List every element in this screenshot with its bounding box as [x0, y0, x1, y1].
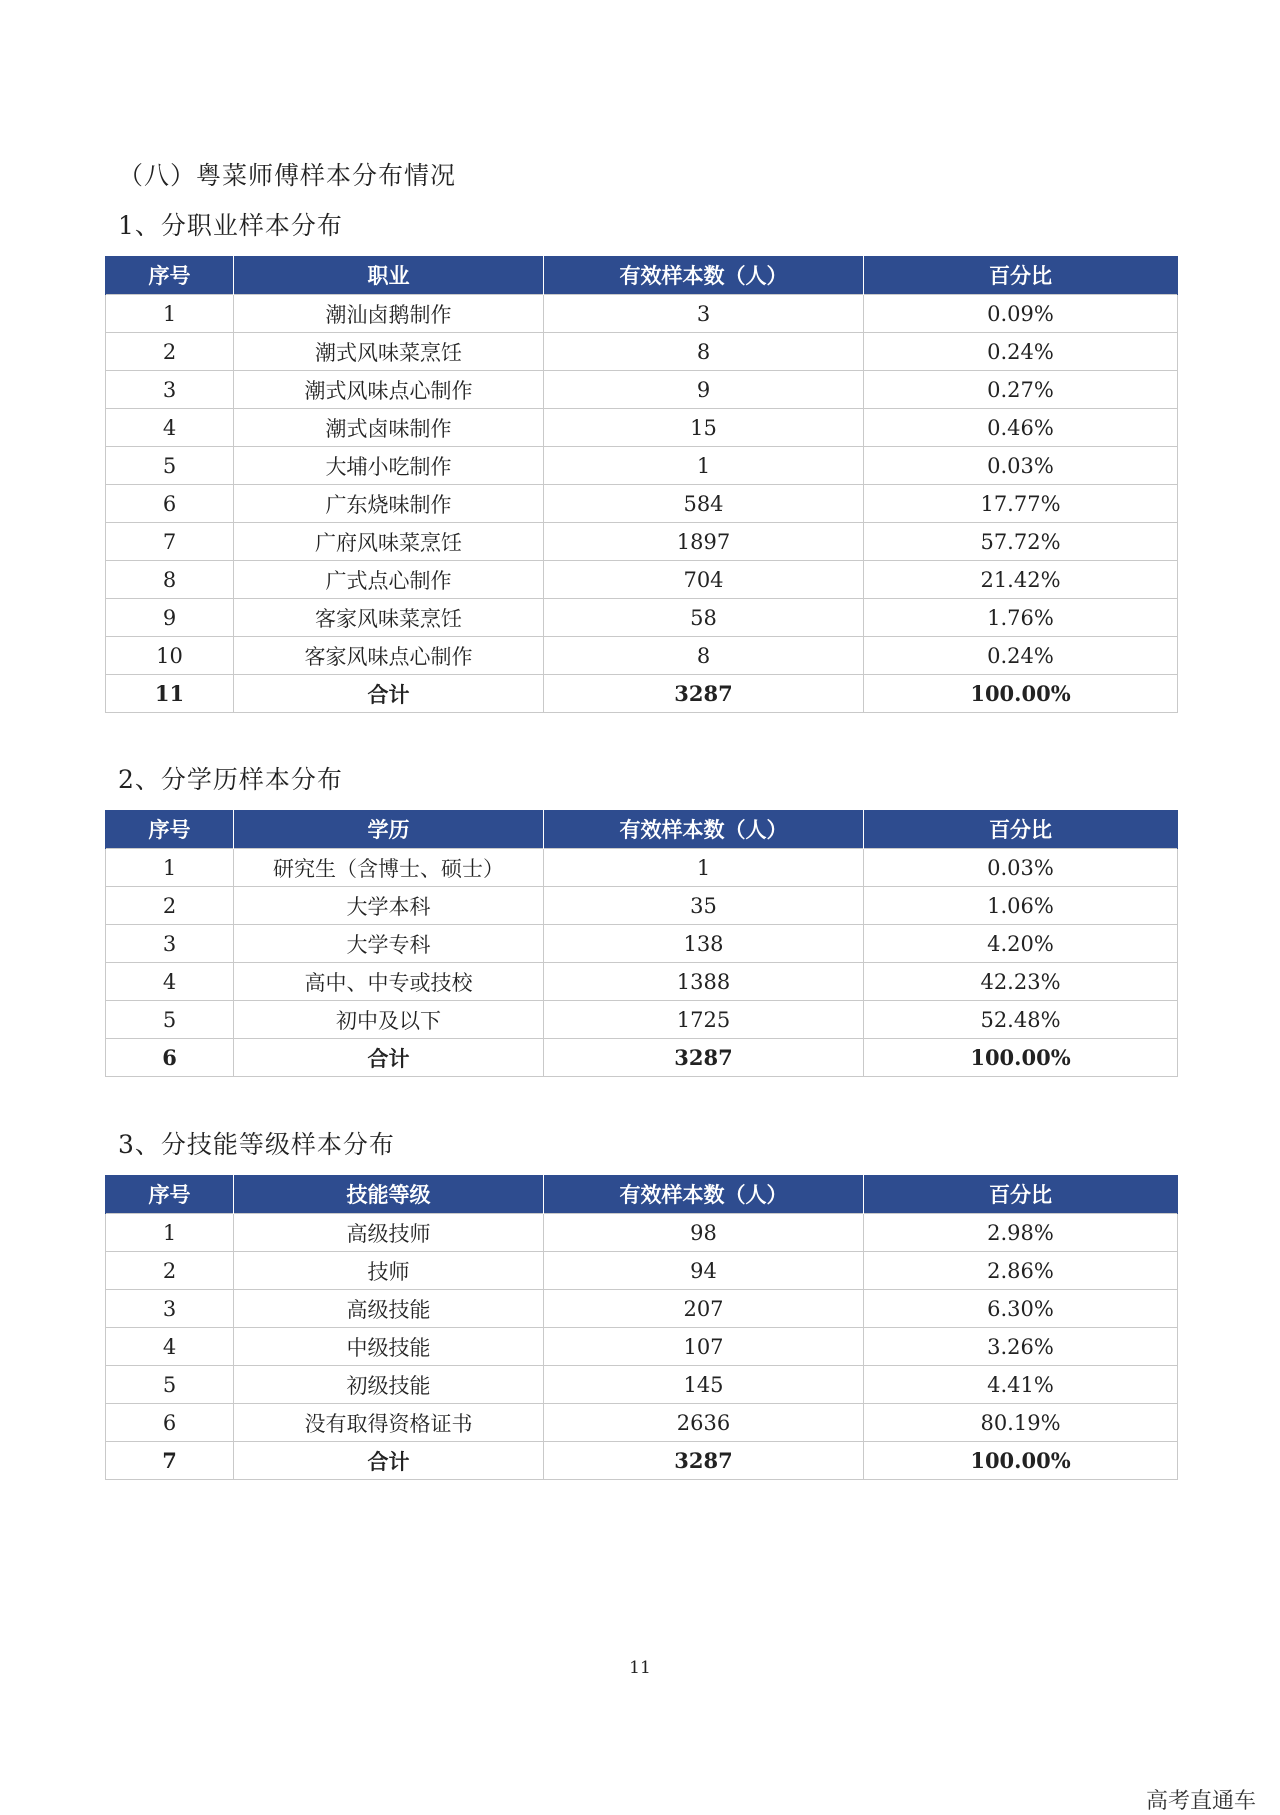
table-cell: 3287: [544, 1442, 864, 1480]
table-cell: 1: [544, 447, 864, 485]
table-cell: 0.46%: [864, 409, 1178, 447]
table-cell: 1897: [544, 523, 864, 561]
table-row: [106, 599, 1178, 637]
table-cell: 4.20%: [864, 925, 1178, 963]
table-row: [106, 1001, 1178, 1039]
table-cell: 高级技师: [234, 1214, 544, 1252]
table-cell: 15: [544, 409, 864, 447]
table-row: [106, 485, 1178, 523]
table-cell: 21.42%: [864, 561, 1178, 599]
table-cell: 广式点心制作: [234, 561, 544, 599]
table-cell: 35: [544, 887, 864, 925]
table-cell: 潮汕卤鹅制作: [234, 295, 544, 333]
table-cell: 584: [544, 485, 864, 523]
table-cell: 5: [106, 1001, 234, 1039]
table-cell: 2: [106, 887, 234, 925]
table-cell: 1: [106, 849, 234, 887]
table-1-heading: 1、分职业样本分布: [118, 211, 343, 240]
table-row: [106, 1328, 1178, 1366]
table-cell: 6: [106, 1404, 234, 1442]
table-row: [106, 1214, 1178, 1252]
table-row: [106, 561, 1178, 599]
table-header-row: [106, 256, 1178, 295]
table-cell: 3287: [544, 1039, 864, 1077]
column-header: 有效样本数（人）: [544, 256, 864, 295]
table-cell: 合计: [234, 1442, 544, 1480]
page-number: 11: [629, 1658, 651, 1678]
table-cell: 98: [544, 1214, 864, 1252]
table-cell: 11: [106, 675, 234, 713]
table-cell: 3: [106, 1290, 234, 1328]
table-row: [106, 409, 1178, 447]
table-row: [106, 1290, 1178, 1328]
table-cell: 大学专科: [234, 925, 544, 963]
column-header: 百分比: [864, 810, 1178, 849]
section-title: （八）粤菜师傅样本分布情况: [118, 161, 457, 190]
table-cell: 9: [106, 599, 234, 637]
table-cell: 4: [106, 409, 234, 447]
table-cell: 3.26%: [864, 1328, 1178, 1366]
total-row: [106, 1442, 1178, 1480]
table-cell: 高级技能: [234, 1290, 544, 1328]
table-cell: 5: [106, 1366, 234, 1404]
table-cell: 94: [544, 1252, 864, 1290]
table-cell: 0.24%: [864, 333, 1178, 371]
table-cell: 0.27%: [864, 371, 1178, 409]
table-cell: 技师: [234, 1252, 544, 1290]
table-cell: 4.41%: [864, 1366, 1178, 1404]
table-cell: 初中及以下: [234, 1001, 544, 1039]
table-cell: 4: [106, 1328, 234, 1366]
table-skill-level: [105, 1175, 1178, 1480]
column-header: 百分比: [864, 256, 1178, 295]
table-cell: 100.00%: [864, 675, 1178, 713]
table-cell: 5: [106, 447, 234, 485]
table-cell: 1: [106, 1214, 234, 1252]
table-row: [106, 371, 1178, 409]
table-cell: 潮式卤味制作: [234, 409, 544, 447]
table-cell: 2.98%: [864, 1214, 1178, 1252]
table-cell: 0.24%: [864, 637, 1178, 675]
table-cell: 1.76%: [864, 599, 1178, 637]
watermark: 高考直通车: [1145, 1789, 1256, 1814]
table-cell: 7: [106, 523, 234, 561]
column-header: 职业: [234, 256, 544, 295]
column-header: 学历: [234, 810, 544, 849]
table-cell: 1725: [544, 1001, 864, 1039]
table-header-row: [106, 810, 1178, 849]
table-cell: 6: [106, 1039, 234, 1077]
table-cell: 7: [106, 1442, 234, 1480]
table-cell: 80.19%: [864, 1404, 1178, 1442]
column-header: 有效样本数（人）: [544, 810, 864, 849]
column-header: 序号: [106, 810, 234, 849]
table-education: [105, 810, 1178, 1077]
table-cell: 100.00%: [864, 1442, 1178, 1480]
table-cell: 0.03%: [864, 447, 1178, 485]
table-cell: 704: [544, 561, 864, 599]
table-row: [106, 295, 1178, 333]
table-cell: 138: [544, 925, 864, 963]
table-row: [106, 333, 1178, 371]
table-cell: 合计: [234, 1039, 544, 1077]
column-header: 技能等级: [234, 1175, 544, 1214]
table-cell: 客家风味点心制作: [234, 637, 544, 675]
table-cell: 6.30%: [864, 1290, 1178, 1328]
table-cell: 8: [544, 333, 864, 371]
table-cell: 中级技能: [234, 1328, 544, 1366]
table-row: [106, 637, 1178, 675]
table-cell: 广府风味菜烹饪: [234, 523, 544, 561]
table-2-heading: 2、分学历样本分布: [118, 765, 343, 794]
column-header: 序号: [106, 1175, 234, 1214]
table-3-heading: 3、分技能等级样本分布: [118, 1130, 395, 1159]
table-cell: 3: [106, 925, 234, 963]
table-header-row: [106, 1175, 1178, 1214]
table-cell: 1388: [544, 963, 864, 1001]
column-header: 百分比: [864, 1175, 1178, 1214]
table-row: [106, 447, 1178, 485]
total-row: [106, 1039, 1178, 1077]
table-cell: 42.23%: [864, 963, 1178, 1001]
table-row: [106, 1366, 1178, 1404]
table-cell: 58: [544, 599, 864, 637]
table-cell: 100.00%: [864, 1039, 1178, 1077]
table-cell: 大埔小吃制作: [234, 447, 544, 485]
table-cell: 52.48%: [864, 1001, 1178, 1039]
table-cell: 0.09%: [864, 295, 1178, 333]
table-row: [106, 1404, 1178, 1442]
table-cell: 高中、中专或技校: [234, 963, 544, 1001]
table-cell: 潮式风味点心制作: [234, 371, 544, 409]
table-cell: 107: [544, 1328, 864, 1366]
table-cell: 17.77%: [864, 485, 1178, 523]
table-cell: 4: [106, 963, 234, 1001]
table-cell: 207: [544, 1290, 864, 1328]
table-cell: 大学本科: [234, 887, 544, 925]
table-row: [106, 849, 1178, 887]
table-cell: 10: [106, 637, 234, 675]
table-cell: 1: [544, 849, 864, 887]
table-cell: 1.06%: [864, 887, 1178, 925]
table-cell: 客家风味菜烹饪: [234, 599, 544, 637]
table-occupation: [105, 256, 1178, 713]
table-cell: 合计: [234, 675, 544, 713]
table-row: [106, 887, 1178, 925]
table-cell: 2: [106, 333, 234, 371]
table-cell: 9: [544, 371, 864, 409]
total-row: [106, 675, 1178, 713]
table-row: [106, 1252, 1178, 1290]
column-header: 有效样本数（人）: [544, 1175, 864, 1214]
table-cell: 潮式风味菜烹饪: [234, 333, 544, 371]
table-cell: 3: [106, 371, 234, 409]
table-cell: 2.86%: [864, 1252, 1178, 1290]
table-cell: 1: [106, 295, 234, 333]
table-cell: 2636: [544, 1404, 864, 1442]
table-cell: 145: [544, 1366, 864, 1404]
table-row: [106, 925, 1178, 963]
table-cell: 初级技能: [234, 1366, 544, 1404]
table-row: [106, 523, 1178, 561]
table-cell: 8: [544, 637, 864, 675]
table-cell: 2: [106, 1252, 234, 1290]
table-cell: 没有取得资格证书: [234, 1404, 544, 1442]
table-cell: 3: [544, 295, 864, 333]
table-cell: 0.03%: [864, 849, 1178, 887]
table-cell: 3287: [544, 675, 864, 713]
column-header: 序号: [106, 256, 234, 295]
table-row: [106, 963, 1178, 1001]
table-cell: 研究生（含博士、硕士）: [234, 849, 544, 887]
table-cell: 57.72%: [864, 523, 1178, 561]
table-cell: 6: [106, 485, 234, 523]
table-cell: 广东烧味制作: [234, 485, 544, 523]
table-cell: 8: [106, 561, 234, 599]
